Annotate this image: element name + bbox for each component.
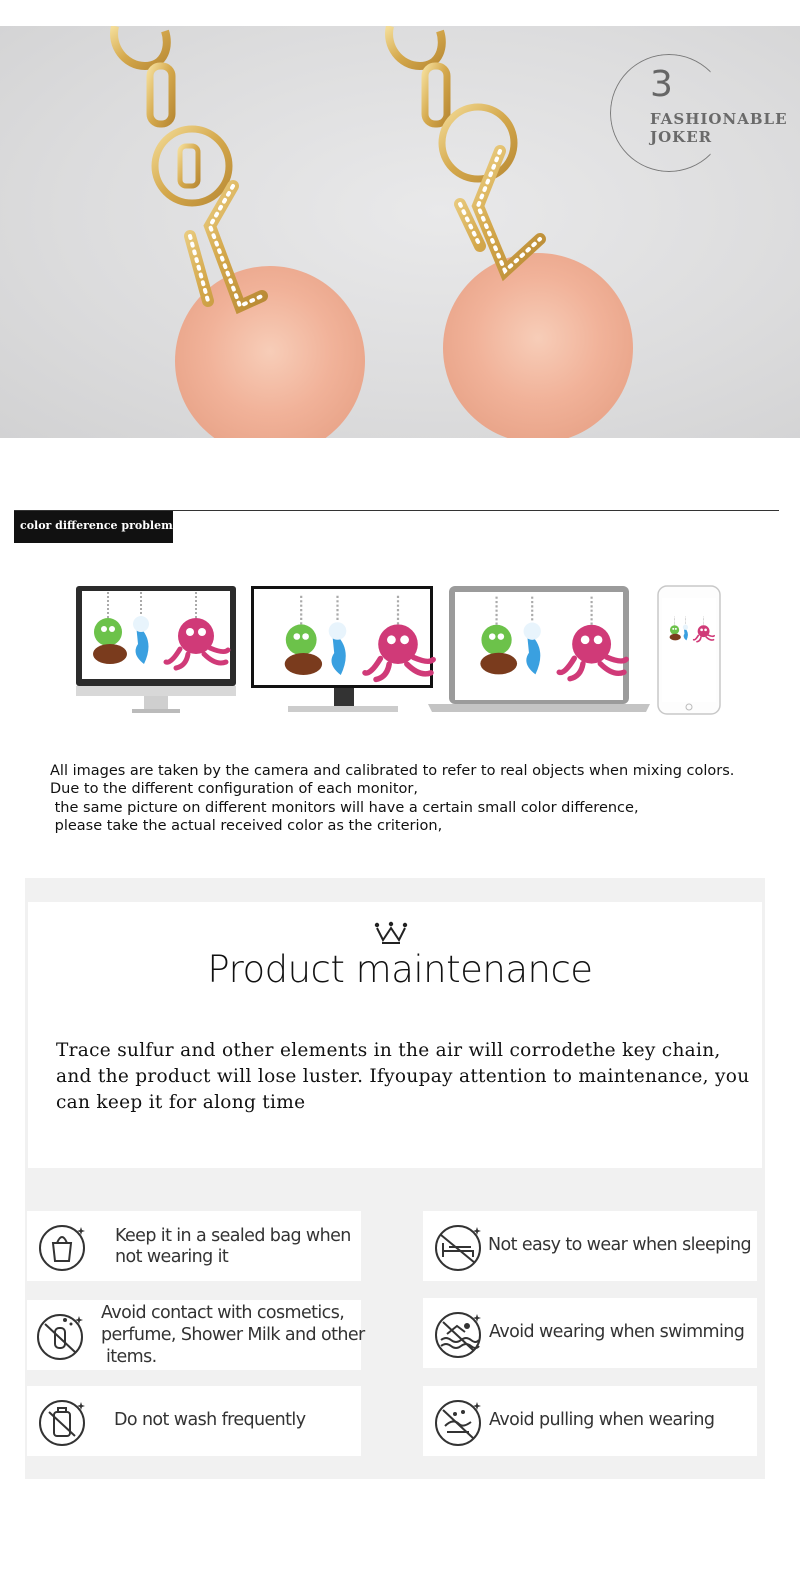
pulling-icon <box>433 1396 485 1448</box>
tip-card-cosmetics <box>27 1300 365 1370</box>
tip-text-swimming: Avoid wearing when swimming <box>489 1322 745 1342</box>
smartphone <box>658 586 720 714</box>
color-difference-label: color difference problem <box>14 511 173 543</box>
badge-caption <box>650 110 788 146</box>
tip-text-cosmetics: Avoid contact with cosmetics, perfume, Shower Milk and other items. <box>101 1303 365 1367</box>
tip-text-pulling: Avoid pulling when wearing <box>489 1410 715 1430</box>
tip-card-washing <box>27 1386 361 1456</box>
badge-line-1: FASHIONABLE <box>650 110 788 128</box>
monitor-comparison-image <box>76 584 726 720</box>
tip-card-swimming <box>423 1298 757 1368</box>
cosmetics-icon <box>35 1310 87 1362</box>
bed-icon <box>433 1221 485 1273</box>
tip-card-bag <box>27 1211 361 1281</box>
badge-number: 3 <box>650 64 673 105</box>
color-difference-note: All images are taken by the camera and calibrated to refer to real objects when mixing colors. Due to the different configuration of each monitor, the same picture on different monitors will have a certain small color difference, please take the actual received color as the criterion, <box>50 763 735 835</box>
tip-text-bag: Keep it in a sealed bag when not wearing it <box>115 1226 351 1267</box>
tip-text-washing: Do not wash frequently <box>114 1410 306 1430</box>
crown-icon <box>374 920 408 944</box>
swimming-icon <box>433 1308 485 1360</box>
tip-card-sleeping <box>423 1211 757 1281</box>
maintenance-title: Product maintenance <box>207 948 593 991</box>
tip-card-pulling <box>423 1386 757 1456</box>
tip-text-sleeping: Not easy to wear when sleeping <box>488 1235 751 1255</box>
bag-icon <box>37 1221 89 1273</box>
maintenance-description: Trace sulfur and other elements in the air will corrodethe key chain, and the product will lose luster. Ifyoupay attention to maintenance, you can keep it for along time <box>56 1040 750 1113</box>
washing-icon <box>37 1396 89 1448</box>
badge-line-2: JOKER <box>650 128 713 146</box>
